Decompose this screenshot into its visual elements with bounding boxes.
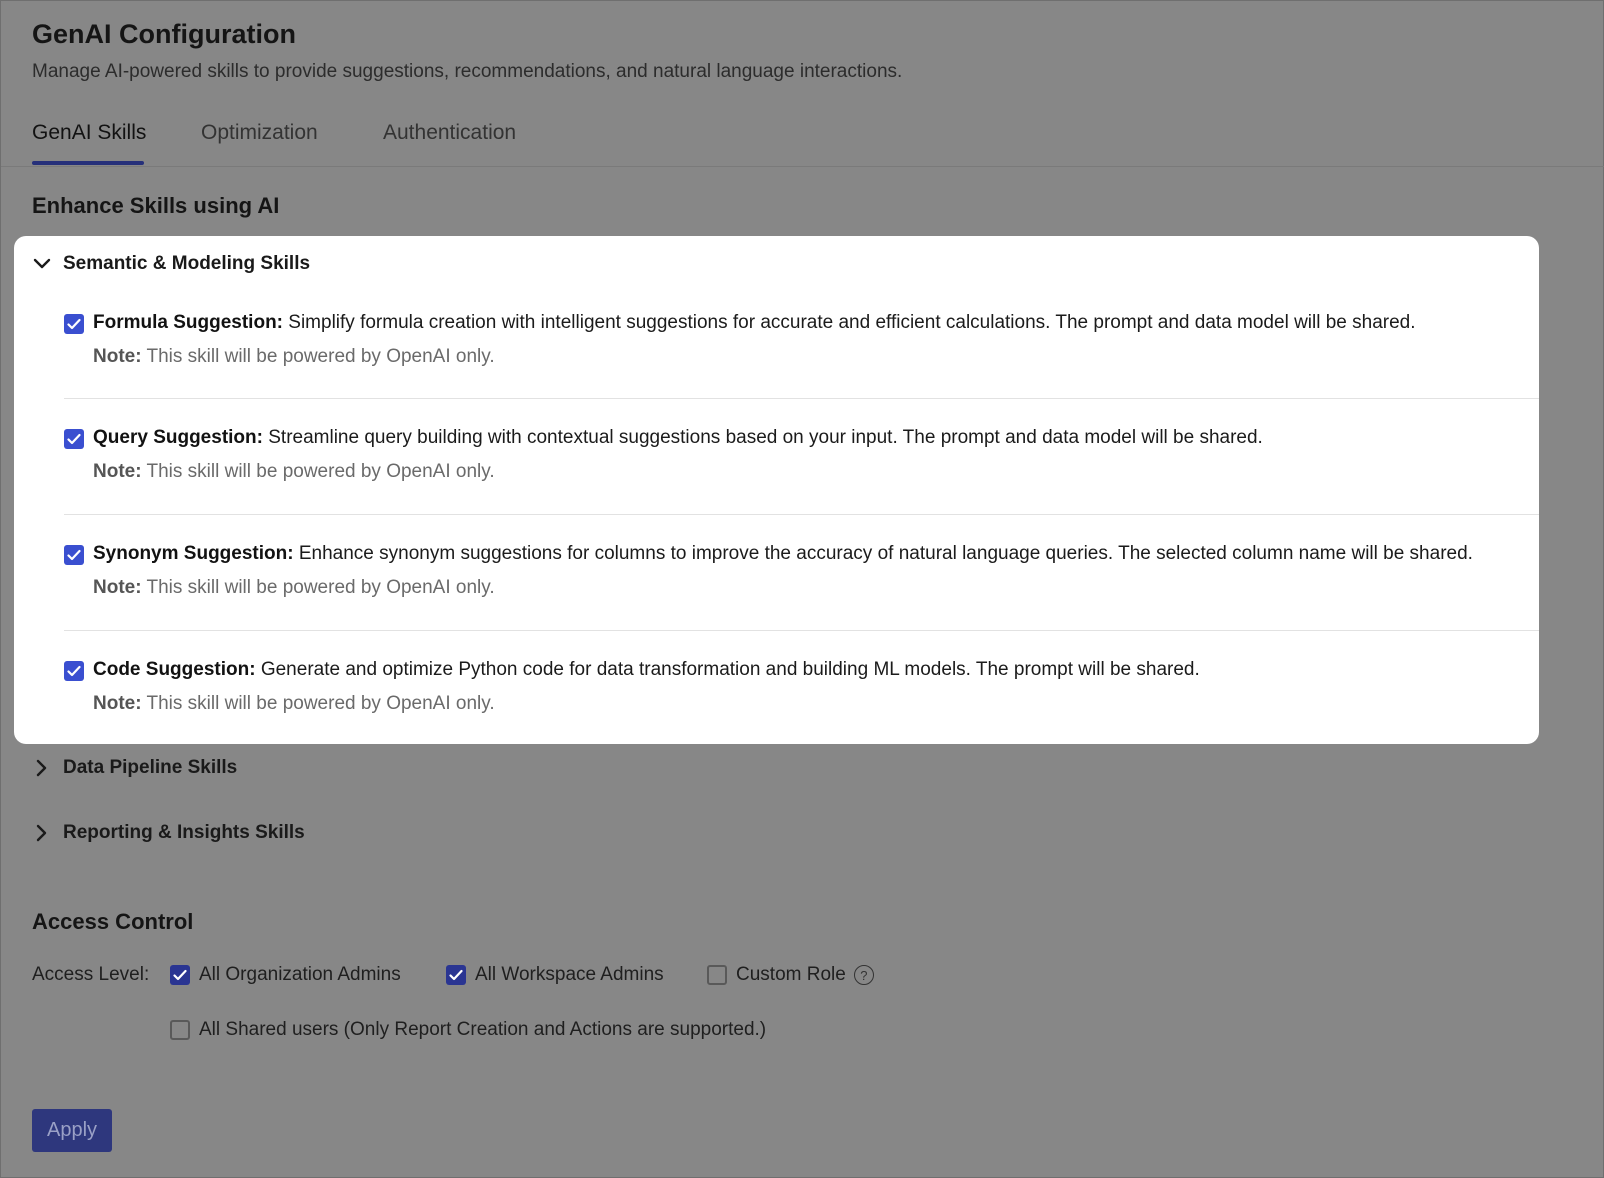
tab-bar xyxy=(1,113,1604,167)
skill-description xyxy=(93,543,1473,565)
option-label: All Organization Admins xyxy=(199,964,401,985)
skill-name: Formula Suggestion: xyxy=(93,312,283,333)
note-text: This skill will be powered by OpenAI only. xyxy=(141,461,495,482)
skill-text: Streamline query building with contextual suggestions based on your input. The prompt and data model will be shared. xyxy=(262,427,1263,448)
skill-text: Simplify formula creation with intelligent suggestions for accurate and efficient calculations. The prompt and data model will be shared. xyxy=(283,312,1416,333)
group-header-semantic-modeling[interactable] xyxy=(31,253,310,275)
workspace-admins-checkbox[interactable] xyxy=(446,965,466,985)
option-custom-role[interactable] xyxy=(707,964,874,986)
active-tab-indicator xyxy=(32,161,144,165)
skill-note xyxy=(93,693,495,715)
group-header-reporting-insights[interactable] xyxy=(31,822,305,844)
skill-note xyxy=(93,346,495,368)
skill-name: Query Suggestion: xyxy=(93,427,263,448)
note-text: This skill will be powered by OpenAI only. xyxy=(141,577,495,598)
checkmark-icon xyxy=(173,969,187,981)
page-subtitle: Manage AI-powered skills to provide suggestions, recommendations, and natural language interactions. xyxy=(32,61,903,82)
access-level-label: Access Level: xyxy=(32,964,150,985)
skill-note xyxy=(93,577,495,599)
shared-users-checkbox[interactable] xyxy=(170,1020,190,1040)
question-circle-icon[interactable]: ? xyxy=(854,965,874,985)
checkmark-icon xyxy=(67,665,81,677)
group-label: Data Pipeline Skills xyxy=(63,757,238,778)
note-text: This skill will be powered by OpenAI only. xyxy=(141,693,495,714)
skill-text: Generate and optimize Python code for data transformation and building ML models. The prompt will be shared. xyxy=(255,659,1200,680)
note-label: Note: xyxy=(93,461,142,482)
group-label: Semantic & Modeling Skills xyxy=(63,253,311,274)
chevron-right-icon[interactable] xyxy=(31,757,53,779)
skills-section-heading: Enhance Skills using AI xyxy=(32,193,280,218)
option-label: All Workspace Admins xyxy=(475,964,664,985)
note-text: This skill will be powered by OpenAI only. xyxy=(141,346,495,367)
group-label: Reporting & Insights Skills xyxy=(63,822,305,843)
page-title: GenAI Configuration xyxy=(32,19,296,49)
skill-description xyxy=(93,312,1416,334)
tab-optimization[interactable]: Optimization xyxy=(201,121,318,144)
formula-suggestion-checkbox[interactable] xyxy=(64,314,84,334)
skill-text: Enhance synonym suggestions for columns to improve the accuracy of natural language queries. The selected column name will be shared. xyxy=(293,543,1473,564)
checkmark-icon xyxy=(67,549,81,561)
tab-authentication[interactable]: Authentication xyxy=(383,121,517,144)
org-admins-checkbox[interactable] xyxy=(170,965,190,985)
divider xyxy=(64,514,1539,515)
tab-genai-skills[interactable]: GenAI Skills xyxy=(32,121,147,144)
note-label: Note: xyxy=(93,693,142,714)
custom-role-checkbox[interactable] xyxy=(707,965,727,985)
skill-name: Code Suggestion: xyxy=(93,659,256,680)
option-all-workspace-admins[interactable] xyxy=(446,964,664,986)
group-header-data-pipeline[interactable] xyxy=(31,757,237,779)
checkmark-icon xyxy=(67,318,81,330)
skill-description xyxy=(93,427,1263,449)
access-control-heading: Access Control xyxy=(32,909,194,934)
synonym-suggestion-checkbox[interactable] xyxy=(64,545,84,565)
semantic-modeling-card xyxy=(14,236,1539,744)
code-suggestion-checkbox[interactable] xyxy=(64,661,84,681)
chevron-right-icon[interactable] xyxy=(31,822,53,844)
query-suggestion-checkbox[interactable] xyxy=(64,429,84,449)
checkmark-icon xyxy=(449,969,463,981)
divider xyxy=(64,630,1539,631)
option-all-shared-users[interactable] xyxy=(170,1019,766,1041)
checkmark-icon xyxy=(67,433,81,445)
divider xyxy=(64,398,1539,399)
chevron-down-icon[interactable] xyxy=(31,253,53,275)
skill-name: Synonym Suggestion: xyxy=(93,543,294,564)
note-label: Note: xyxy=(93,577,142,598)
option-label: All Shared users (Only Report Creation and Actions are supported.) xyxy=(199,1019,767,1040)
note-label: Note: xyxy=(93,346,142,367)
option-all-organization-admins[interactable] xyxy=(170,964,401,986)
apply-button[interactable]: Apply xyxy=(32,1109,112,1152)
skill-note xyxy=(93,461,495,483)
option-label: Custom Role xyxy=(736,964,846,985)
skill-description xyxy=(93,659,1200,681)
